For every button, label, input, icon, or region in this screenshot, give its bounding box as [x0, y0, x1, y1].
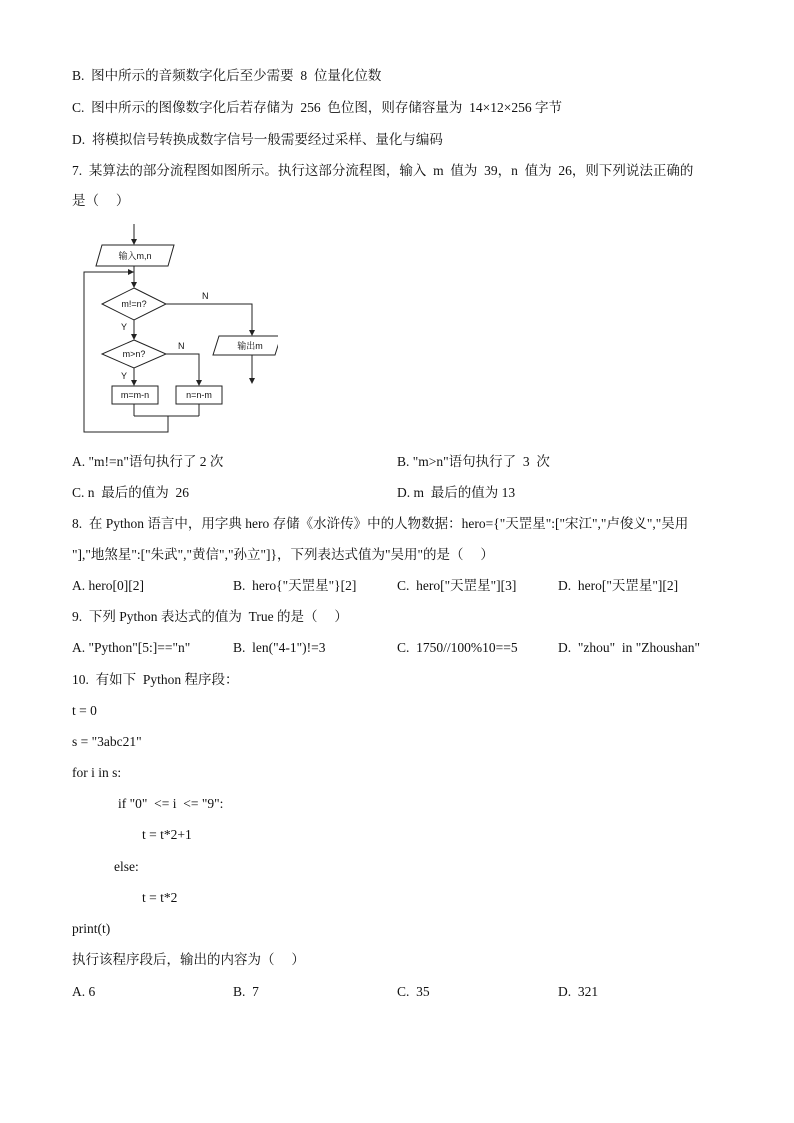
code-line: t = t*2+1 — [142, 827, 192, 842]
input-label: 输入m,n — [118, 251, 152, 261]
q6-option-c: C. 图中所示的图像数字化后若存储为 256 色位图，则存储容量为 14×12×256 字节 — [72, 100, 562, 115]
code-line: if "0" <= i <= "9": — [118, 796, 224, 811]
label-yes-1: Y — [121, 322, 128, 332]
q9-stem: 9. 下列 Python 表达式的值为 True 的是（ ） — [72, 609, 348, 624]
flow-arrowhead — [131, 334, 137, 340]
flow-arrowhead — [131, 239, 137, 245]
flow-arrowhead — [131, 380, 137, 386]
flow-arrowhead — [128, 269, 134, 275]
output-label: 输出m — [237, 341, 263, 351]
q7-stem-line2: 是（ ） — [72, 193, 130, 208]
decision-m-gt-n-label: m>n? — [122, 349, 146, 359]
label-no-2: N — [178, 341, 185, 351]
q9-option-a: A. "Python"[5:]=="n" — [72, 640, 191, 655]
flow-arrowhead — [196, 380, 202, 386]
process-m-minus-n-label: m=m-n — [120, 390, 150, 400]
q10-option-a: A. 6 — [72, 984, 96, 999]
decision-m-neq-n-label: m!=n? — [121, 299, 147, 309]
q7-option-a: A. "m!=n"语句执行了 2 次 — [72, 454, 224, 469]
code-line: for i in s: — [72, 765, 122, 780]
q9-option-c: C. 1750//100%10==5 — [397, 640, 518, 655]
q10-option-d: D. 321 — [558, 984, 599, 999]
q6-option-d: D. 将模拟信号转换成数字信号一般需要经过采样、量化与编码 — [72, 132, 443, 147]
flow-arrowhead — [249, 378, 255, 384]
flow-arrowhead — [131, 282, 137, 288]
code-line: s = "3abc21" — [72, 734, 142, 749]
q10-option-b: B. 7 — [233, 984, 259, 999]
q8-stem-line1: 8. 在 Python 语言中，用字典 hero 存储《水浒传》中的人物数据：hero={"天罡星":["宋江","卢俊义","吴用 — [72, 516, 689, 531]
q8-option-b: B. hero{"天罡星"}[2] — [233, 578, 357, 593]
flow-line-no-1 — [166, 304, 252, 333]
q7-option-d: D. m 最后的值为 13 — [397, 485, 516, 500]
q7-option-b: B. "m>n"语句执行了 3 次 — [397, 454, 550, 469]
process-n-minus-m-label: n=n-m — [186, 390, 212, 400]
label-yes-2: Y — [121, 371, 128, 381]
q10-question: 执行该程序段后，输出的内容为（ ） — [72, 952, 305, 967]
flow-line-no-2 — [166, 354, 199, 383]
q8-option-a: A. hero[0][2] — [72, 578, 144, 593]
q9-option-d: D. "zhou" in "Zhoushan" — [558, 640, 701, 655]
q6-option-b: B. 图中所示的音频数字化后至少需要 8 位量化位数 — [72, 68, 382, 83]
q10-stem: 10. 有如下 Python 程序段： — [72, 672, 239, 687]
code-line: else: — [114, 859, 139, 874]
q7-flowchart — [78, 224, 278, 436]
code-line: t = t*2 — [142, 890, 178, 905]
code-line: t = 0 — [72, 703, 97, 718]
flow-arrowhead — [249, 330, 255, 336]
label-no-1: N — [202, 291, 209, 301]
q7-option-c: C. n 最后的值为 26 — [72, 485, 190, 500]
q10-option-c: C. 35 — [397, 984, 430, 999]
q8-option-c: C. hero["天罡星"][3] — [397, 578, 517, 593]
q7-stem-line1: 7. 某算法的部分流程图如图所示。执行这部分流程图，输入 m 值为 39，n 值为 26，则下列说法正确的 — [72, 163, 694, 178]
code-line: print(t) — [72, 921, 111, 936]
q8-stem-line2: "],"地煞星":["朱武","黄信","孙立"]}，下列表达式值为"吴用"的是（ ） — [72, 547, 494, 562]
q8-option-d: D. hero["天罡星"][2] — [558, 578, 679, 593]
q9-option-b: B. len("4-1")!=3 — [233, 640, 326, 655]
